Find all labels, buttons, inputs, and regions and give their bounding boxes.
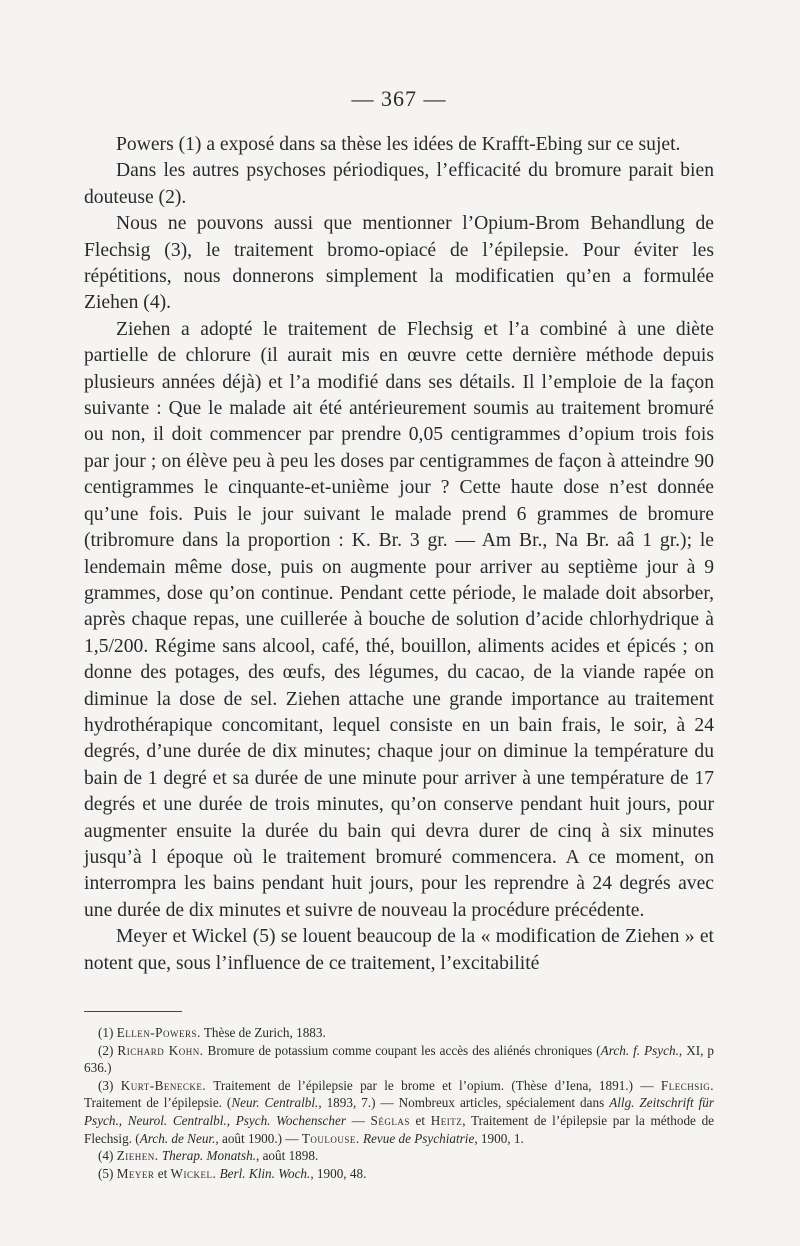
paragraph-3: Nous ne pouvons aussi que mentionner l’Opium-Brom Behandlung de Flechsig (3), le traitement bromo-opiacé de l’épilepsie. Pour éviter les répétitions, nous donnerons simplement la modificatien qu’en a formulée Ziehen (4).: [84, 213, 714, 314]
footnote-text: et: [409, 1112, 431, 1128]
footnote-journal: Berl. Klin. Woch.: [219, 1165, 311, 1181]
footnote-journal: Revue de Psychiatrie: [363, 1130, 475, 1146]
footnote-1: [84, 1024, 714, 1042]
footnote-author: Meyer: [116, 1165, 155, 1181]
page-number: — 367 —: [351, 86, 447, 111]
footnote-journal: Neur. Centralbl.: [231, 1095, 319, 1111]
body-text: [84, 132, 714, 977]
paragraph-4: Ziehen a adopté le traitement de Flechsig et l’a combiné à une diète partielle de chlorure (il aurait mis en œuvre cette dernière méthode depuis plusieurs années déjà) et l’a modifié dans ses détails. Il l’emploie de la façon suivante : Que le malade ait été antérieurement soumis au traitement bromuré ou non, il doit commencer par prendre 0,05 centigrammes d’opium trois fois par jour ; on élève peu à peu les doses par centigrammes de façon à atteindre 90 centigrammes le cinquante-et-unième jour ? Cette haute dose n’est donnée qu’une fois. Puis le jour suivant le malade prend 6 grammes de bromure (tribromure dans la proportion : K. Br. 3 gr. — Am Br., Na Br. aâ 1 gr.); le lendemain même dose, puis on augmente pour arriver au septième jour à 9 grammes, dose qu’on continue. Pendant cette période, le malade doit absorber, après chaque repas, une cuillerée à bouche de solution d’acide chlorhydrique à 1,5/200. Régime sans alcool, café, thé, bouillon, aliments acides et épicés ; on donne des potages, des œufs, des légumes, du cacao, de la viande rapée on diminue la dose de sel. Ziehen attache une grande importance au traitement hydrothérapique concomitant, lequel consiste en un bain frais, le soir, à 24 degrés, d’une durée de dix minutes; chaque jour on diminue la température du bain de 1 degré et sa durée de une minute pour arriver à une température de 17 degrés et une durée de trois minutes, qu’on conserve pendant huit jours, pour augmenter ensuite la durée du bain qui devra durer de cinq à six minutes jusqu’à l époque où le traitement bromuré commencera. A ce moment, on interrompra les bains pendant huit jours, pour les reprendre à 24 degrés avec une durée de dix minutes et suivre de nouveau la procédure précédente.: [84, 318, 714, 921]
page: [84, 86, 714, 1182]
footnotes: [84, 1024, 714, 1182]
footnote-text: , Traitement de l’épilepsie par la méthode de Flechsig. (: [84, 1112, 715, 1146]
footnote-author: Séglas: [370, 1112, 410, 1128]
footnote-text: , 1900, 48.: [310, 1165, 367, 1181]
footnote-author: Richard Kohn.: [117, 1042, 204, 1058]
footnote-text: , XI, p 636.): [84, 1042, 715, 1076]
footnote-number: (2): [98, 1042, 114, 1058]
footnote-journal: Arch. de Neur.: [139, 1130, 216, 1146]
footnote-text: —: [345, 1112, 371, 1128]
footnote-text: Traitement de l’épilepsie par le brome et l’opium. (Thèse d’Iena, 1891.) —: [206, 1077, 661, 1093]
footnote-text: , août 1898.: [255, 1148, 319, 1164]
footnote-number: (4): [98, 1148, 114, 1164]
footnote-text: Traitement de l’épilepsie. (: [84, 1095, 232, 1111]
paragraph-2: Dans les autres psychoses périodiques, l’efficacité du bromure parait bien douteuse (2).: [84, 160, 714, 208]
paragraph-1: Powers (1) a exposé dans sa thèse les idées de Krafft-Ebing sur ce sujet.: [116, 134, 681, 155]
footnote-text: et: [154, 1165, 171, 1181]
footnote-number: (1): [98, 1025, 114, 1040]
footnote-journal: Arch. f. Psych.: [600, 1042, 679, 1058]
footnote-author: Kurt-Benecke.: [120, 1077, 207, 1093]
footnote-text: Bromure de potassium comme coupant les accès des aliénés chroniques (: [203, 1042, 601, 1058]
footnote-rule: [84, 1011, 182, 1012]
footnote-author: Ziehen.: [116, 1148, 159, 1164]
footnote-text: , août 1900.) —: [215, 1130, 302, 1146]
footnote-author: Wickel.: [170, 1165, 217, 1181]
footnote-text: Thèse de Zurich, 1883.: [200, 1025, 326, 1040]
footnote-author: Heitz: [430, 1112, 463, 1128]
footnote-number: (5): [98, 1165, 114, 1181]
footnote-text: , 1893, 7.) — Nombreux articles, spécialement dans: [318, 1095, 610, 1111]
paragraph-5: Meyer et Wickel (5) se louent beaucoup de la « modification de Ziehen » et notent que, sous l’influence de ce traitement, l’excitabilité: [84, 926, 714, 974]
footnote-4: [84, 1147, 714, 1165]
footnote-author: Toulouse.: [301, 1130, 360, 1146]
footnote-text: , 1900, 1.: [474, 1130, 524, 1146]
footnote-author: Ellen-Powers.: [116, 1025, 201, 1040]
footnote-2: [84, 1042, 714, 1077]
footnote-5: [84, 1165, 714, 1183]
footnote-number: (3): [98, 1077, 114, 1093]
footnote-author: Flechsig.: [660, 1077, 714, 1093]
footnote-3: [84, 1077, 714, 1147]
footnote-journal: Therap. Monatsh.: [161, 1148, 256, 1164]
footnote-journal: Allg. Zeitschrift für Psych., Neurol. Centralbl., Psych. Wochenscher: [84, 1095, 714, 1128]
